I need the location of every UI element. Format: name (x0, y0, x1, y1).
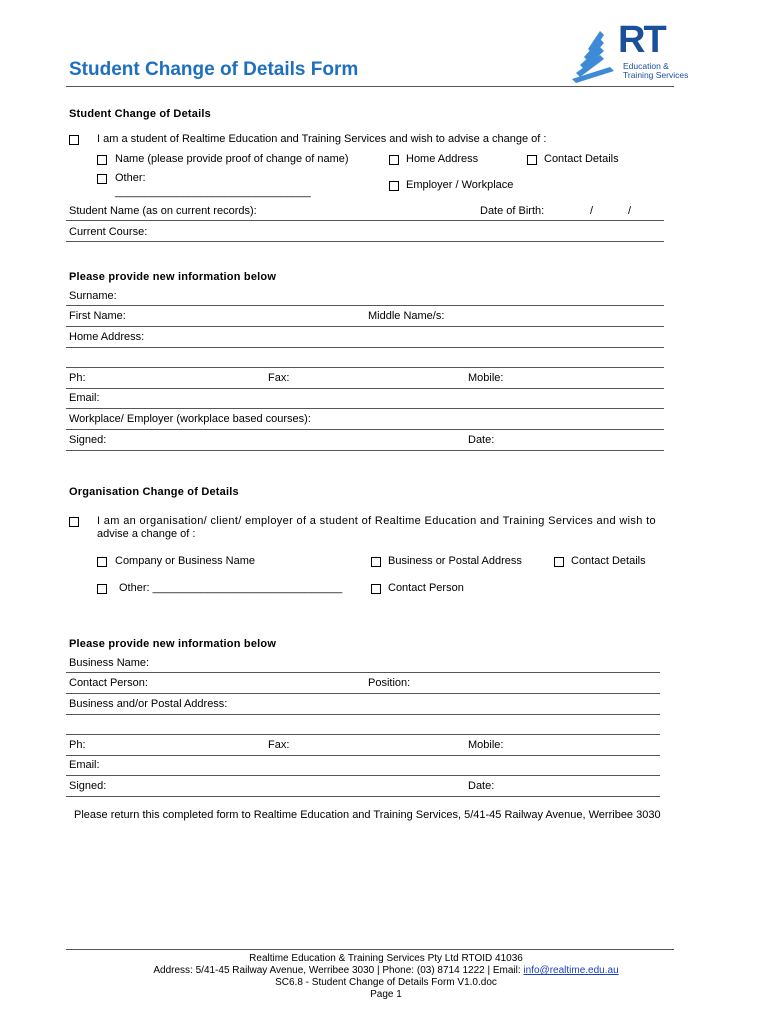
org-intro-line2: advise a change of : (97, 528, 196, 540)
student-new-info-heading: Please provide new information below (69, 271, 277, 283)
employer-checkbox[interactable] (389, 181, 399, 191)
org-fax-label: Fax: (268, 739, 290, 751)
dob-label: Date of Birth: (480, 205, 545, 217)
business-name-label: Business Name: (69, 657, 150, 669)
home-address-field-2[interactable] (66, 367, 664, 368)
logo-line1: Education & (623, 61, 669, 71)
name-option-label: Name (please provide proof of change of name) (115, 153, 349, 165)
email-label: Email: (69, 392, 100, 404)
org-section-heading: Organisation Change of Details (69, 486, 239, 498)
business-name-field[interactable] (66, 672, 660, 673)
org-ph-label: Ph: (69, 739, 86, 751)
middle-name-label: Middle Name/s: (368, 310, 445, 322)
business-address-field-1[interactable] (66, 714, 660, 715)
org-email-label: Email: (69, 759, 100, 771)
org-date-label: Date: (468, 780, 495, 792)
student-intro: I am a student of Realtime Education and Training Services and wish to advise a change of : (97, 133, 547, 145)
home-address-field-1[interactable] (66, 347, 664, 348)
student-section-heading: Student Change of Details (69, 108, 211, 120)
surname-field[interactable] (66, 305, 664, 306)
position-label: Position: (368, 677, 411, 689)
business-address-checkbox[interactable] (371, 557, 381, 567)
phone-field[interactable] (66, 388, 664, 389)
first-name-label: First Name: (69, 310, 126, 322)
mobile-label: Mobile: (468, 372, 504, 384)
org-checkbox[interactable] (69, 517, 79, 527)
org-other-option-label[interactable]: Other: _______________________________ (119, 582, 343, 594)
company-option-label: Company or Business Name (115, 555, 256, 567)
business-address-field-2[interactable] (66, 734, 660, 735)
fax-label: Fax: (268, 372, 290, 384)
surname-label: Surname: (69, 290, 117, 302)
workplace-label: Workplace/ Employer (workplace based courses): (69, 413, 311, 425)
return-note: Please return this completed form to Realtime Education and Training Services, 5/41-45 Railway Avenue, Werribee 3030 (74, 809, 661, 821)
signed-label: Signed: (69, 434, 107, 446)
home-address-checkbox[interactable] (389, 155, 399, 165)
workplace-field[interactable] (66, 429, 664, 430)
business-address-label: Business and/or Postal Address: (69, 698, 228, 710)
dob-slash-2: / (628, 205, 632, 217)
footer-line2 (66, 965, 706, 976)
contact-person-label: Contact Person: (69, 677, 148, 689)
home-address-label: Home Address: (69, 331, 145, 343)
other-blank-line[interactable]: ________________________________ (115, 186, 311, 198)
contact-details-option-label: Contact Details (544, 153, 619, 165)
logo-letters: RT (618, 19, 665, 61)
contact-details-checkbox[interactable] (527, 155, 537, 165)
business-address-option-label: Business or Postal Address (388, 555, 522, 567)
signed-field[interactable] (66, 450, 664, 451)
footer-email-link[interactable]: info@realtime.edu.au (523, 965, 619, 976)
logo-line2: Training Services (623, 70, 689, 80)
footer-divider (66, 949, 674, 950)
org-intro-line1: I am an organisation/ client/ employer of a student of Realtime Education and Training Services and wish to (97, 515, 657, 527)
footer-address: Address: 5/41-45 Railway Avenue, Werribee 3030 | Phone: (03) 8714 1222 | Email: (153, 965, 524, 976)
logo-subtitle (623, 62, 688, 80)
title-divider (66, 86, 674, 87)
contact-person-checkbox[interactable] (371, 584, 381, 594)
org-phone-field[interactable] (66, 755, 660, 756)
email-field[interactable] (66, 408, 664, 409)
page-number: Page 1 (370, 989, 402, 1000)
current-course-label: Current Course: (69, 226, 148, 238)
contact-person-option-label: Contact Person (388, 582, 464, 594)
contact-person-field[interactable] (66, 693, 660, 694)
footer-line3: SC6.8 - Student Change of Details Form V1.0.doc (275, 977, 497, 988)
company-checkbox[interactable] (97, 557, 107, 567)
date-label: Date: (468, 434, 495, 446)
org-signed-label: Signed: (69, 780, 107, 792)
name-checkbox[interactable] (97, 155, 107, 165)
home-address-option-label: Home Address (406, 153, 479, 165)
org-new-info-heading: Please provide new information below (69, 638, 277, 650)
form-title: Student Change of Details Form (69, 59, 359, 80)
rt-logo (570, 19, 689, 85)
org-mobile-label: Mobile: (468, 739, 504, 751)
footer-line1: Realtime Education & Training Services Pty Ltd RTOID 41036 (249, 953, 523, 964)
current-course-field[interactable] (66, 241, 664, 242)
org-email-field[interactable] (66, 775, 660, 776)
org-contact-details-option-label: Contact Details (571, 555, 646, 567)
student-name-field[interactable] (66, 220, 664, 221)
ph-label: Ph: (69, 372, 86, 384)
employer-option-label: Employer / Workplace (406, 179, 514, 191)
student-name-label: Student Name (as on current records): (69, 205, 257, 217)
other-option-label: Other: (115, 172, 146, 184)
other-checkbox[interactable] (97, 174, 107, 184)
name-field[interactable] (66, 326, 664, 327)
org-contact-details-checkbox[interactable] (554, 557, 564, 567)
student-checkbox[interactable] (69, 135, 79, 145)
org-other-checkbox[interactable] (97, 584, 107, 594)
org-signed-field[interactable] (66, 796, 660, 797)
dob-slash-1: / (590, 205, 594, 217)
